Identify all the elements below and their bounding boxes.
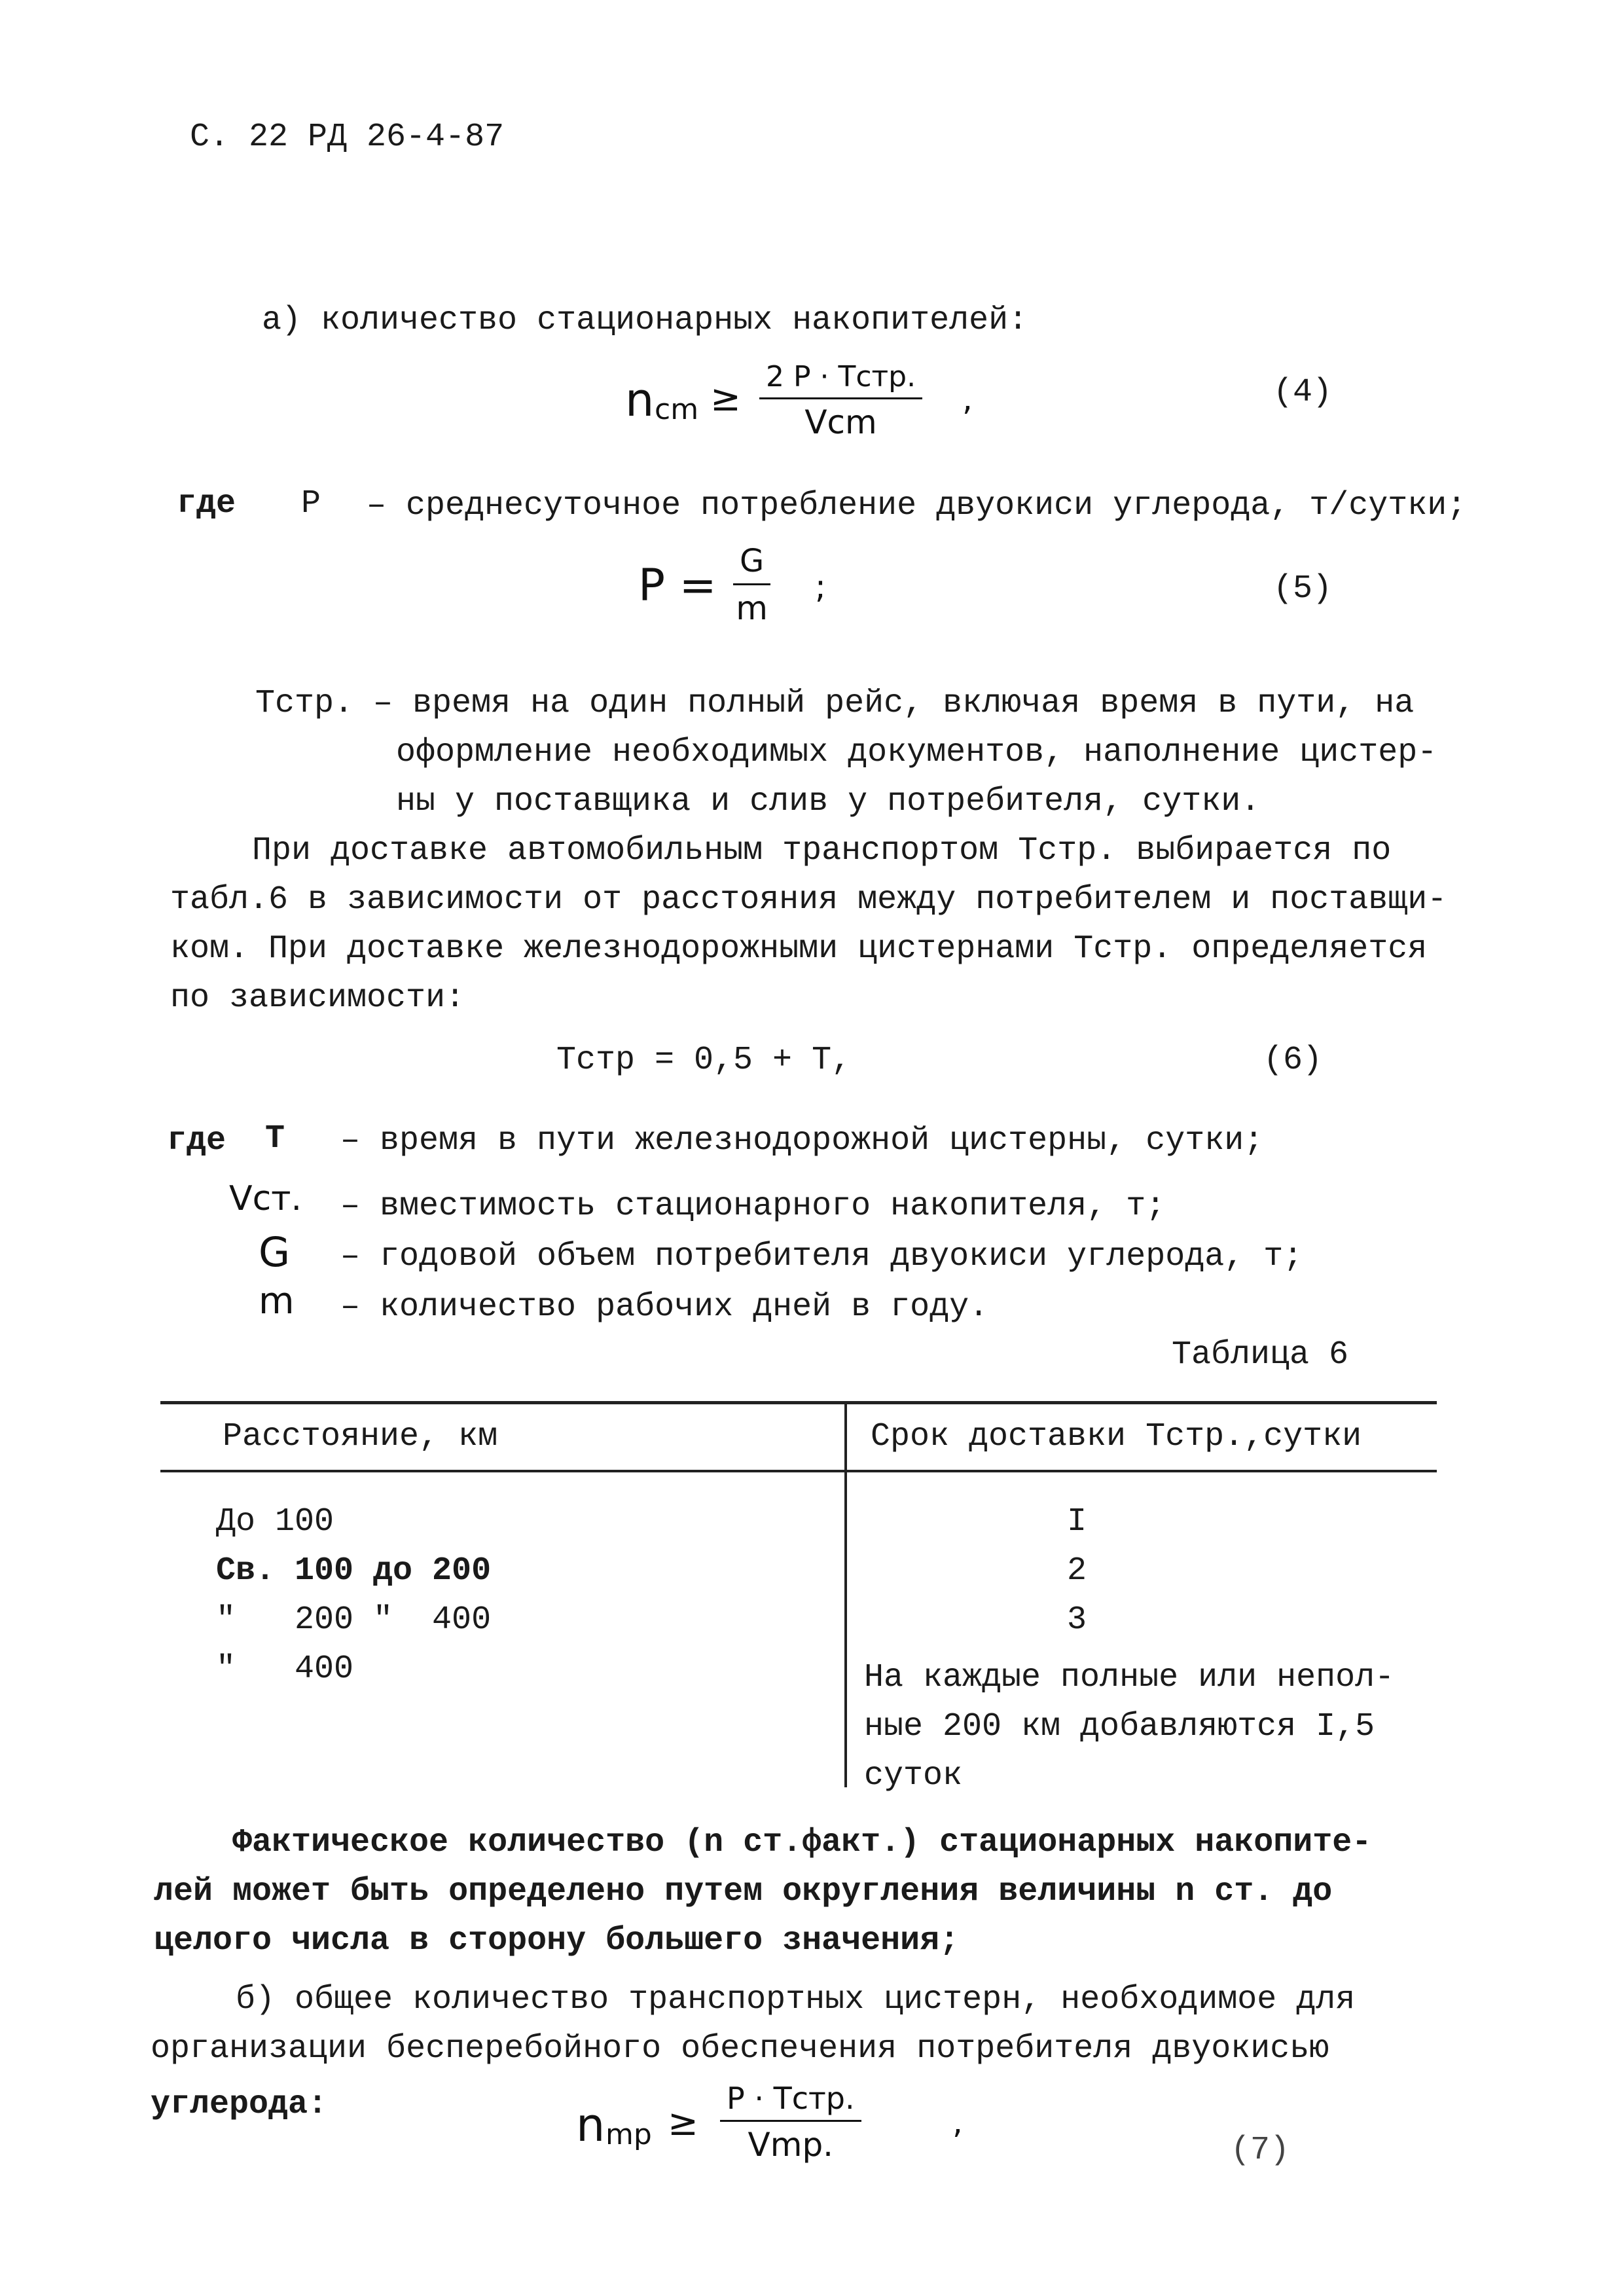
table-row-2-term: 2 bbox=[1067, 1552, 1087, 1590]
table-row-1-distance: До 100 bbox=[216, 1503, 334, 1540]
formula-7-rel: ≥ bbox=[668, 2102, 698, 2144]
formula-4-denominator: Vcm bbox=[804, 403, 877, 441]
tstr-def-line-1: Тстр. – время на один полный рейс, включая время в пути, на bbox=[255, 685, 1415, 722]
where2-symbol-vst: Vст. bbox=[229, 1179, 302, 1218]
formula-4-numerator: 2 P · Тстр. bbox=[759, 360, 922, 399]
table-top-rule bbox=[160, 1401, 1437, 1404]
after-table-line-6: углерода: bbox=[151, 2086, 328, 2123]
table-row-4-term-line: ные 200 км добавляются I,5 bbox=[864, 1708, 1375, 1745]
after-table-line-4: б) общее количество транспортных цистерн, необходимое для bbox=[236, 1981, 1356, 2018]
page-header: С. 22 РД 26-4-87 bbox=[190, 118, 505, 156]
where2-text-m: – количество рабочих дней в году. bbox=[340, 1288, 989, 1326]
formula-5-trail: ; bbox=[815, 568, 826, 606]
where2-label: где bbox=[167, 1122, 226, 1159]
formula-4-trail: , bbox=[962, 380, 973, 418]
after-table-line-1: Фактическое количество (n ст.факт.) стационарных накопите- bbox=[232, 1824, 1372, 1861]
delivery-para-line-4: по зависимости: bbox=[170, 979, 465, 1017]
after-table-line-3: целого числа в сторону большего значения; bbox=[154, 1922, 960, 1959]
table-header-rule bbox=[160, 1470, 1437, 1472]
formula-4-lhs: n bbox=[625, 373, 655, 427]
formula-5-lhs: P = bbox=[638, 560, 717, 611]
tstr-def-line-3: ны у поставщика и слив у потребителя, сутки. bbox=[396, 783, 1261, 820]
table-row-3-term: 3 bbox=[1067, 1601, 1087, 1639]
formula-5-numerator: G bbox=[733, 543, 770, 585]
table-header-distance: Расстояние, км bbox=[223, 1418, 498, 1455]
table-row-4-term-line: суток bbox=[864, 1757, 963, 1795]
where-label: где bbox=[177, 485, 236, 522]
where-p-text: – среднесуточное потребление двуокиси углерода, т/сутки; bbox=[367, 487, 1467, 524]
where2-symbol-m: m bbox=[259, 1280, 295, 1322]
table-header-term: Срок доставки Тстр.,сутки bbox=[871, 1418, 1362, 1455]
table-row-4-distance: " 400 bbox=[216, 1650, 354, 1688]
formula-5-number: (5) bbox=[1273, 570, 1333, 608]
delivery-para-line-1: При доставке автомобильным транспортом Тстр. выбирается по bbox=[252, 832, 1392, 869]
formula-5-denominator: m bbox=[736, 589, 768, 627]
formula-7-number: (7) bbox=[1231, 2132, 1290, 2169]
formula-7-fraction bbox=[720, 2081, 861, 2164]
formula-6-number: (6) bbox=[1263, 1042, 1323, 1079]
tstr-def-line-2: оформление необходимых документов, наполнение цистер- bbox=[396, 734, 1437, 771]
where2-text-vst: – вместимость стационарного накопителя, т; bbox=[340, 1188, 1166, 1225]
table-row-2-distance: Св. 100 до 200 bbox=[216, 1552, 492, 1590]
formula-7-numerator: P · Тстр. bbox=[720, 2081, 861, 2122]
delivery-para-line-2: табл.6 в зависимости от расстояния между потребителем и поставщи- bbox=[170, 881, 1447, 919]
formula-5-fraction bbox=[733, 543, 770, 627]
formula-4-lhs-sub: cm bbox=[655, 393, 699, 426]
table-row-4-term-line: На каждые полные или непол- bbox=[864, 1659, 1395, 1696]
where2-symbol-t: Т bbox=[265, 1120, 285, 1157]
formula-7 bbox=[576, 2069, 982, 2174]
where2-text-t: – время в пути железнодорожной цистерны, сутки; bbox=[340, 1122, 1264, 1159]
formula-7-lhs-sub: mp bbox=[605, 2118, 652, 2151]
formula-5 bbox=[638, 534, 874, 632]
where2-symbol-g: G bbox=[259, 1228, 291, 1276]
table-row-4-term bbox=[864, 1653, 1394, 1800]
section-a-intro: а) количество стационарных накопителей: bbox=[262, 302, 1028, 339]
where2-text-g: – годовой объем потребителя двуокиси углерода, т; bbox=[340, 1238, 1303, 1275]
formula-4 bbox=[625, 347, 992, 452]
formula-6: Тстр = 0,5 + Т, bbox=[556, 1042, 852, 1079]
after-table-line-2: лей может быть определено путем округления величины n ст. до bbox=[154, 1873, 1333, 1910]
table-row-3-distance: " 200 " 400 bbox=[216, 1601, 492, 1639]
table-column-divider bbox=[844, 1401, 847, 1787]
formula-4-number: (4) bbox=[1273, 374, 1333, 411]
formula-7-lhs: n bbox=[576, 2098, 605, 2152]
formula-4-rel: ≥ bbox=[710, 377, 741, 420]
table-row-4-term-text bbox=[864, 1653, 1394, 1800]
formula-7-denominator: Vmp. bbox=[748, 2126, 834, 2164]
table-row-1-term: I bbox=[1067, 1503, 1087, 1540]
after-table-line-5: организации бесперебойного обеспечения потребителя двуокисью bbox=[151, 2030, 1329, 2068]
delivery-para-line-3: ком. При доставке железнодорожными цистернами Тстр. определяется bbox=[170, 930, 1428, 968]
table-caption: Таблица 6 bbox=[1172, 1336, 1349, 1374]
formula-7-trail: , bbox=[952, 2103, 963, 2141]
formula-4-fraction bbox=[759, 360, 922, 441]
where-p-symbol: Р bbox=[301, 485, 321, 522]
